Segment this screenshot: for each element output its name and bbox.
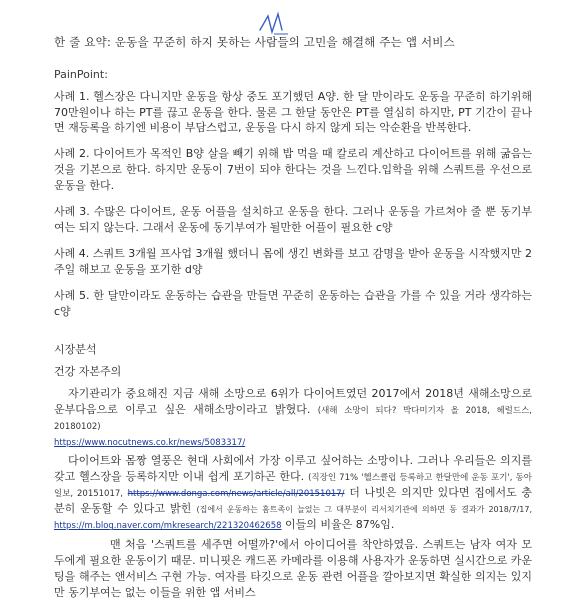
paragraph-3: 맨 처음 '스쿼트를 세주면 어떨까?'에서 아이디어를 착안하였음. 스쿼트는 남자 여자 모두에게 필요한 운동이기 때문. 미니핏은 캐드폰 카메라를 이용해 사용자가 운동하면 실시간으로 카운팅을 해주는 앤서비스 구현 가능. 여자를 타깃으로 운동 관련 어플을 깔아보지면 확실한 의지는 있지만 동기부여는 없는 이들을 위한 앱 서비스: [54, 538, 532, 599]
paragraph-1-link[interactable]: https://www.nocutnews.co.kr/news/5083317/: [54, 437, 246, 448]
paragraph-2-link-2[interactable]: https://m.blog.naver.com/mkresearch/221320462658: [54, 521, 282, 532]
painpoint-heading: PainPoint:: [54, 67, 108, 81]
case-2: 사례 2. 다이어트가 목적인 B양 살을 빼기 위해 밥 먹을 때 칼로리 계산하고 다이어트를 위해 굶음는 것을 기본으로 한다. 하지만 운동이 7번이 되야 한다는 것을 느낀다.입학을 위해 스쿼트를 우선으로 운동을 한다.: [54, 147, 532, 193]
paragraph-2-text-1: 다이어트와 몸짱 열풍은 현대 사회에서 가장 이루고 싶어하는 소망이나. 그러나 우리들은 의지를 갖고 헬스장을 등록하지만 이내 쉽게 포기하곤 한다.: [54, 454, 532, 484]
paragraph-2-text-3: 이들의 비율은 87%임.: [285, 518, 395, 532]
paragraph-2-citation-1: (직장인 71% '헬스클럽 등록하고 한달만에 운동 포기', 동아일보, 20151017,: [54, 473, 532, 500]
paragraph-2-text-2: 더 나빗은 의지만 있다면 집에서도 충분히 운동할 수 있다고 밝힌: [54, 486, 533, 516]
paragraph-1-citation: (새해 소망이 되다? 박다미기자 올 2018, 헤럴드스, 20180102): [54, 405, 533, 432]
health-capitalism-heading: 건강 자본주의: [54, 364, 122, 378]
paragraph-1: [54, 386, 532, 450]
paragraph-2-link-1[interactable]: https://www.donga.com/news/article/all/20151017/: [127, 489, 345, 500]
case-5: 사례 5. 한 달만이라도 운동하는 습관을 만들면 꾸준히 운동하는 습관을 가를 수 있을 거라 생각하는 c양: [54, 288, 532, 318]
case-4: 사례 4. 스쿼트 3개월 프사업 3개월 했더니 몸에 생긴 변화를 보고 감명을 받아 운동을 시작했지만 2주일 해보고 운동을 포기한 d양: [54, 247, 532, 277]
paragraph-1-text: 자기관리가 중요해진 지금 새해 소망으로 6위가 다이어트였던 2017에서 2018년 새해소망으로 운부다음으로 이루고 싶은 새해소망이라고 밝혔다.: [54, 386, 532, 416]
paragraph-2: [54, 453, 532, 533]
summary-line: 한 줄 요약: 운동을 꾸준히 하지 못하는 사람들의 고민을 해결해 주는 앱 서비스: [54, 35, 455, 49]
case-1: 사례 1. 헬스장은 다니지만 운동을 항상 중도 포기했던 A양. 한 달 만이라도 운동을 꾸준히 하기위해 70만원이나 하는 PT를 끊고 운동을 한다. 물론 그 한달 동안은 PT를 열심히 하지만, PT 기간이 끝나면 재등록을 하기엔 비용이 부담스럽고, 운동을 다시 하지 않게 되는 악순환을 반복한다.: [54, 89, 532, 135]
case-3: 사례 3. 수많은 다이어트, 운동 어플을 설치하고 운동을 한다. 그러나 운동을 가르쳐야 줄 뿐 동기부여는 되지 않는다. 그래서 운동에 동기부여가 될만한 어플이 필요한 c양: [54, 205, 532, 235]
market-analysis-heading: 시장분석: [54, 342, 97, 356]
paragraph-2-citation-2: (집에서 운동하는 홈트족이 늘었는 그 대부분이 리서치기관에 의하면 동 결과가 2018/7/17,: [196, 505, 533, 515]
